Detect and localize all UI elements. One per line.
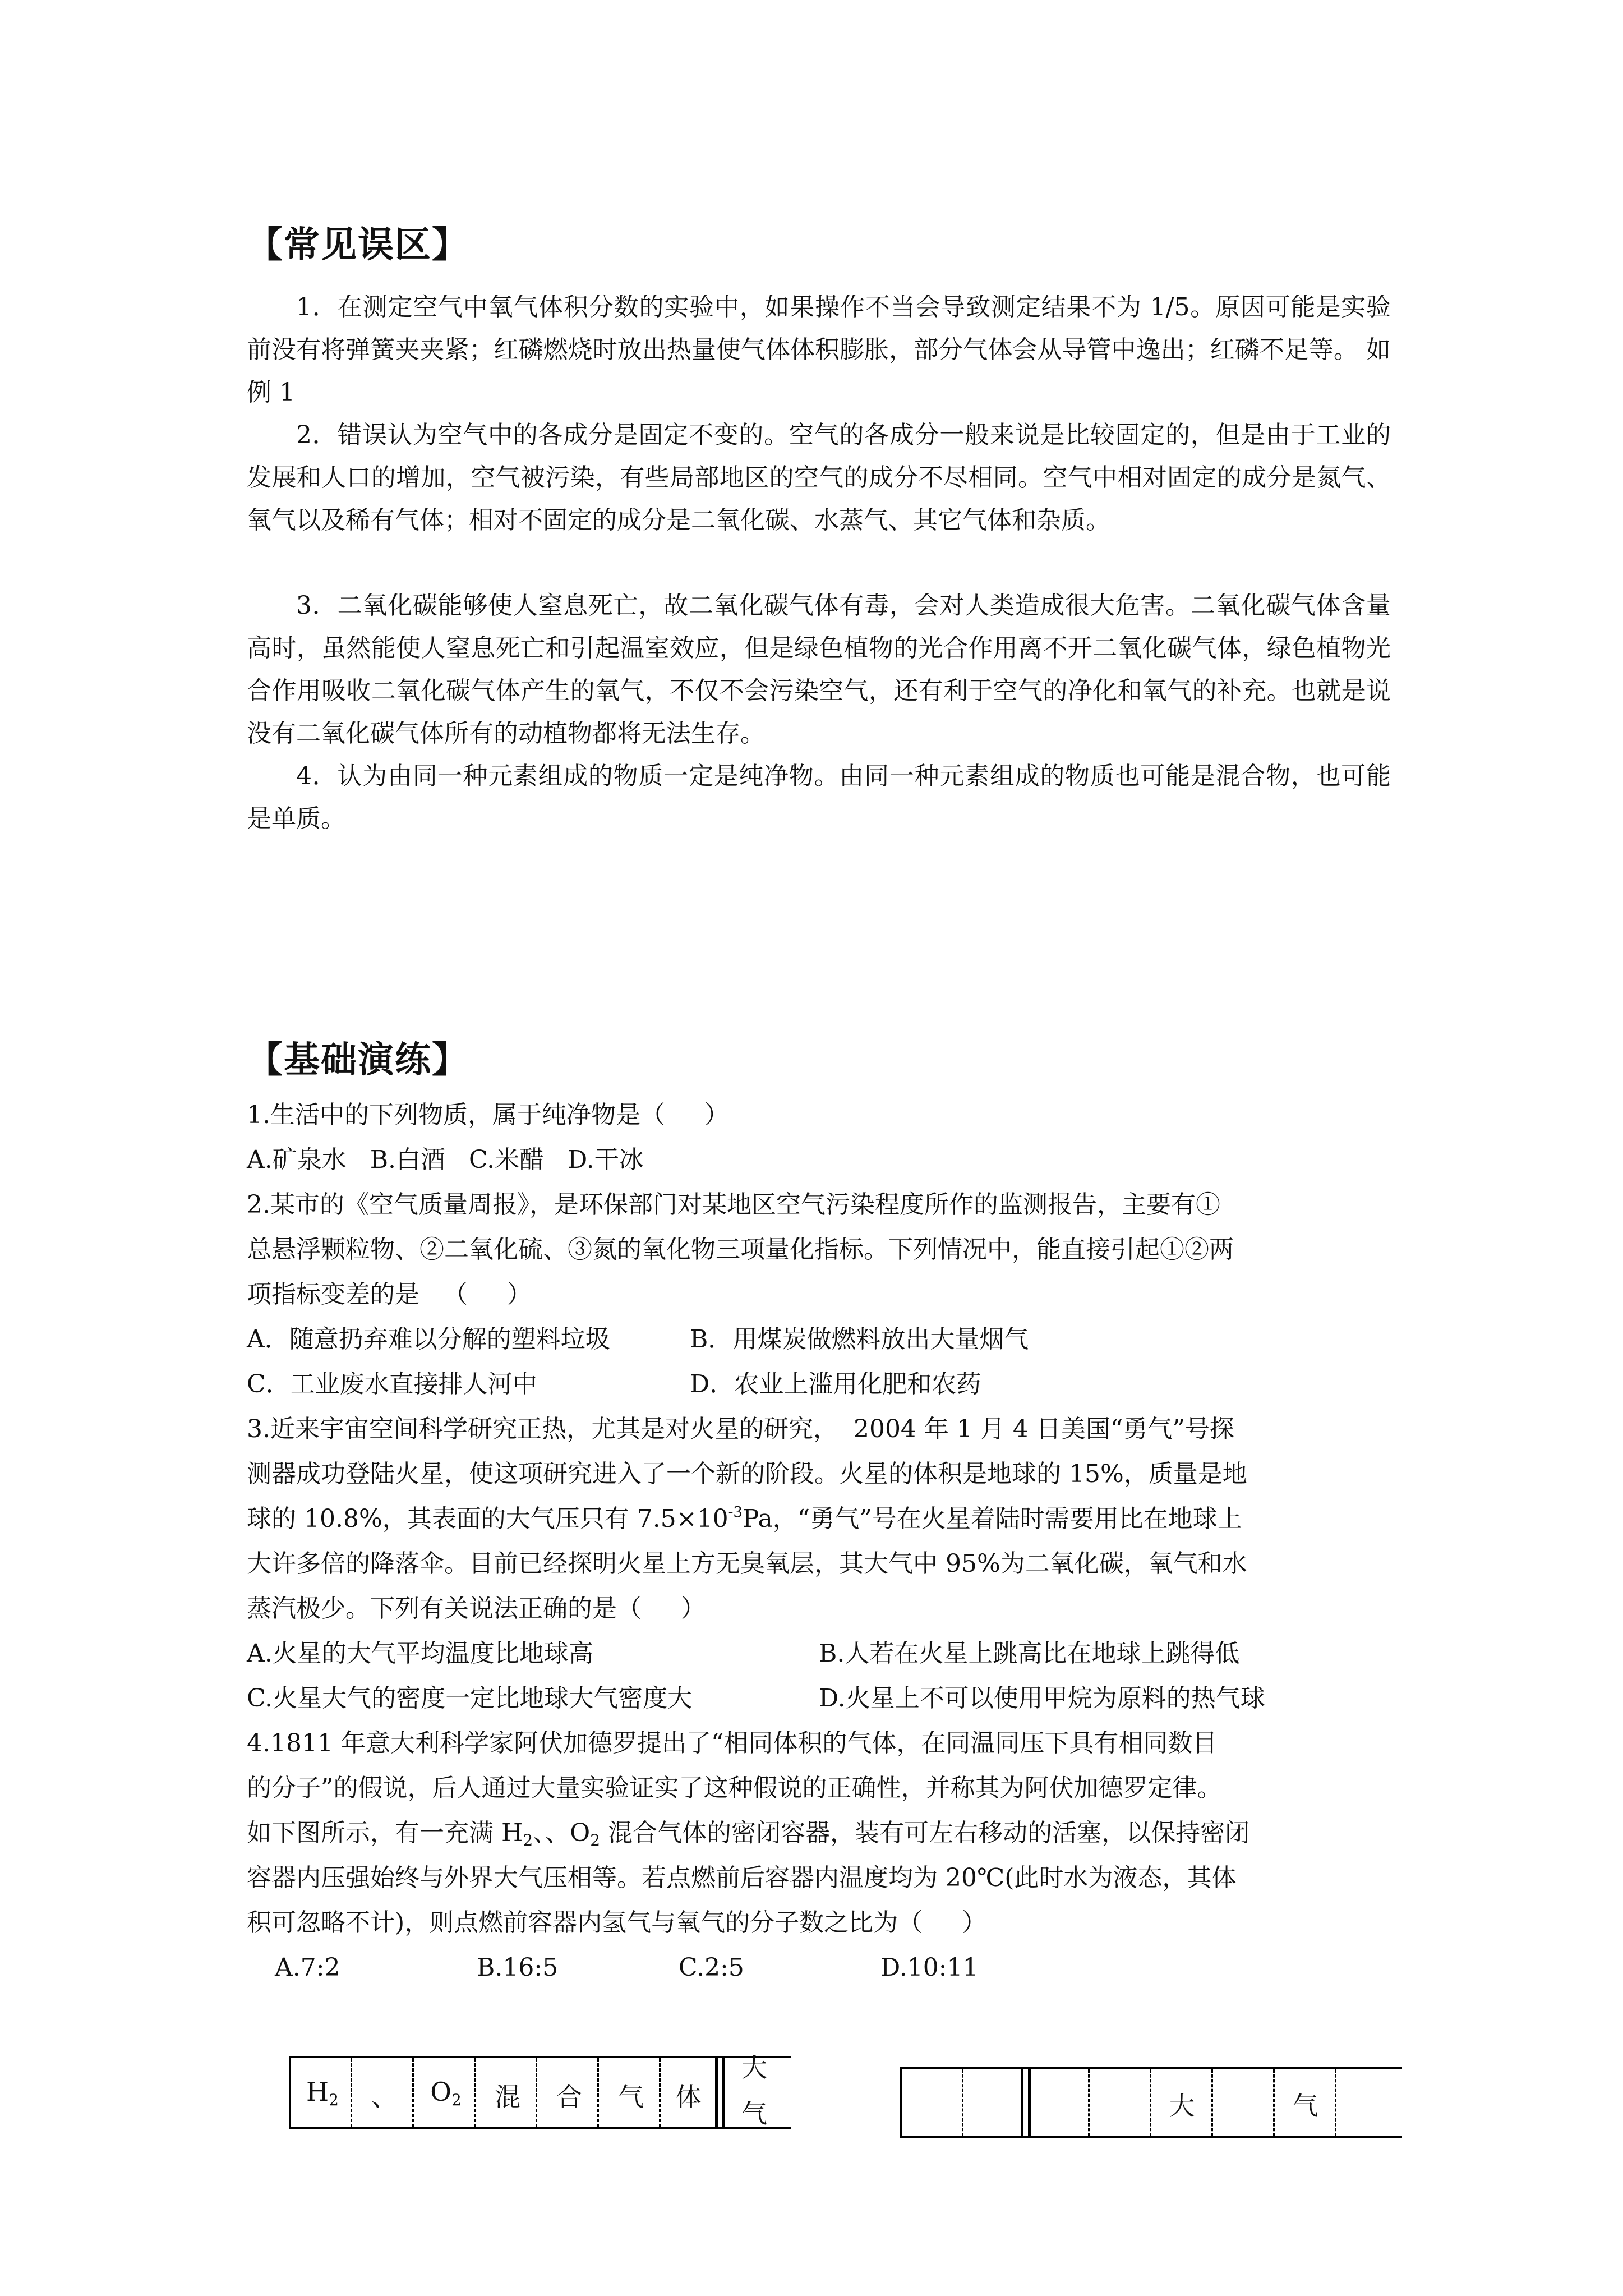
question-2-option-b: B．用煤炭做燃料放出大量烟气 bbox=[690, 1325, 1029, 1354]
container-left-wall bbox=[900, 2067, 902, 2138]
divider-dash bbox=[597, 2058, 599, 2127]
cell-char: 混 bbox=[495, 2082, 520, 2112]
divider-dash bbox=[351, 2058, 352, 2127]
question-2-stem-line: 总悬浮颗粒物、②二氧化硫、③氮的氧化物三项量化指标。下列情况中，能直接引起①②两 bbox=[247, 1235, 1234, 1264]
question-4-option-d: D.10:11 bbox=[880, 1953, 979, 1982]
question-4-stem-line: 容器内压强始终与外界大气压相等。若点燃前后容器内温度均为 20℃(此时水为液态，其体 bbox=[247, 1864, 1237, 1892]
atmosphere-label: 大 bbox=[1169, 2091, 1195, 2121]
divider-dash bbox=[536, 2058, 537, 2127]
divider-dash bbox=[1088, 2069, 1090, 2136]
cell-char: 气 bbox=[618, 2082, 644, 2112]
q4-line3-b: 、、O bbox=[533, 1819, 591, 1847]
piston-line bbox=[1028, 2067, 1031, 2138]
q3-line3-pre: 球的 10.8%，其表面的大气压只有 7.5×10 bbox=[247, 1504, 728, 1533]
misconception-item-3: 3．二氧化碳能够使人窒息死亡，故二氧化碳气体有毒，会对人类造成很大危害。二氧化碳气体含量高时，虽然能使人窒息死亡和引起温室效应，但是绿色植物的光合作用离不开二氧化碳气体，绿色植物光合作用吸收二氧化碳气体产生的氧气，不仅不会污染空气，还有利于空气的净化和氧气的补充。也就是说没有二氧化碳气体所有的动植物都将无法生存。 bbox=[247, 591, 1391, 748]
question-3-stem-line bbox=[247, 1503, 1242, 1535]
container-diagram-after bbox=[900, 2062, 1405, 2146]
question-3-option-b: B.人若在火星上跳高比在地球上跳得低 bbox=[819, 1639, 1240, 1668]
divider-dash bbox=[412, 2058, 414, 2127]
misconceptions-heading: 【常见误区】 bbox=[247, 224, 469, 266]
question-1-stem: 1.生活中的下列物质，属于纯净物是（ ） bbox=[247, 1101, 729, 1129]
question-4-stem-line bbox=[247, 1818, 1249, 1849]
question-4-stem-line: 积可忽略不计)，则点燃前容器内氢气与氧气的分子数之比为（ ） bbox=[247, 1908, 987, 1937]
atmosphere-label: 气 bbox=[1292, 2091, 1318, 2121]
container-left-wall bbox=[289, 2056, 291, 2129]
q3-exponent: -3 bbox=[728, 1504, 743, 1521]
question-3-stem-line: 蒸汽极少。下列有关说法正确的是（ ） bbox=[247, 1594, 706, 1623]
atmosphere-label-top: 大 bbox=[741, 2053, 767, 2083]
q4-h2-subscript: 2 bbox=[523, 1831, 533, 1849]
container-bottom-wall bbox=[900, 2136, 1402, 2138]
divider-dash bbox=[1211, 2069, 1213, 2136]
question-2-stem-line: 2.某市的《空气质量周报》，是环保部门对某地区空气污染程度所作的监测报告，主要有① bbox=[247, 1190, 1220, 1219]
question-2-option-d: D．农业上滥用化肥和农药 bbox=[690, 1370, 981, 1398]
q4-line3-c: 混合气体的密闭容器，装有可左右移动的活塞，以保持密闭 bbox=[600, 1819, 1250, 1847]
cell-separator: 、 bbox=[371, 2082, 397, 2112]
question-3-stem-line: 3.近来宇宙空间科学研究正热，尤其是对火星的研究， 2004 年 1 月 4 日美国“勇气”号探 bbox=[247, 1415, 1234, 1443]
question-3-option-a: A.火星的大气平均温度比地球高 bbox=[247, 1639, 593, 1668]
question-2-option-a: A．随意扔弃难以分解的塑料垃圾 bbox=[247, 1325, 610, 1354]
question-4-stem-line: 的分子”的假说，后人通过大量实验证实了这种假说的正确性，并称其为阿伏加德罗定律。 bbox=[247, 1774, 1222, 1802]
divider-dash bbox=[474, 2058, 476, 2127]
question-2-stem-line: 项指标变差的是 （ ） bbox=[247, 1280, 532, 1309]
question-3-option-d: D.火星上不可以使用甲烷为原料的热气球 bbox=[819, 1684, 1265, 1713]
question-4-option-c: C.2:5 bbox=[679, 1953, 744, 1982]
q4-line3-a: 如下图所示，有一充满 H bbox=[247, 1819, 523, 1847]
question-4-option-b: B.16:5 bbox=[477, 1953, 559, 1982]
container-diagram-before bbox=[289, 2047, 794, 2137]
question-4-option-a: A.7:2 bbox=[275, 1953, 340, 1982]
q4-o2-subscript: 2 bbox=[590, 1831, 601, 1849]
divider-dash bbox=[1150, 2069, 1151, 2136]
question-1-options: A.矿泉水 B.白酒 C.米醋 D.干冰 bbox=[247, 1145, 644, 1174]
question-3-stem-line: 测器成功登陆火星，使这项研究进入了一个新的阶段。火星的体积是地球的 15%，质量是地 bbox=[247, 1460, 1247, 1488]
question-2-option-c: C．工业废水直接排人河中 bbox=[247, 1370, 537, 1398]
piston-line bbox=[715, 2056, 718, 2129]
misconception-item-1: 1．在测定空气中氧气体积分数的实验中，如果操作不当会导致测定结果不为 1/5。原因可能是实验前没有将弹簧夹夹紧；红磷燃烧时放出热量使气体体积膨胀，部分气体会从导管中逸出；红磷不足等。 如例 1 bbox=[247, 293, 1391, 407]
misconception-item-2: 2．错误认为空气中的各成分是固定不变的。空气的各成分一般来说是比较固定的，但是由于工业的发展和人口的增加，空气被污染，有些局部地区的空气的成分不尽相同。空气中相对固定的成分是氮气、氧气以及稀有气体；相对不固定的成分是二氧化碳、水蒸气、其它气体和杂质。 bbox=[247, 421, 1391, 535]
cell-char: 体 bbox=[675, 2082, 702, 2112]
piston-line bbox=[1021, 2067, 1023, 2138]
q3-line3-post: Pa，“勇气”号在火星着陆时需要用比在地球上 bbox=[742, 1504, 1242, 1533]
practice-heading: 【基础演练】 bbox=[247, 1039, 469, 1081]
divider-dash bbox=[1273, 2069, 1275, 2136]
divider-dash bbox=[659, 2058, 661, 2127]
question-3-stem-line: 大许多倍的降落伞。目前已经探明火星上方无臭氧层，其大气中 95%为二氧化碳，氧气和水 bbox=[247, 1549, 1247, 1578]
cell-o2: $O_2$ bbox=[430, 2077, 462, 2109]
cell-char: 合 bbox=[556, 2082, 582, 2112]
divider-dash bbox=[1335, 2069, 1336, 2136]
divider-dash bbox=[962, 2069, 963, 2136]
piston-line bbox=[722, 2056, 725, 2129]
atmosphere-label-bottom: 气 bbox=[741, 2099, 767, 2129]
misconception-item-4: 4．认为由同一种元素组成的物质一定是纯净物。由同一种元素组成的物质也可能是混合物，也可能是单质。 bbox=[247, 762, 1391, 833]
question-4-stem-line: 4.1811 年意大利科学家阿伏加德罗提出了“相同体积的气体，在同温同压下具有相同数目 bbox=[247, 1729, 1218, 1757]
cell-h2: $H_2$ bbox=[306, 2077, 339, 2109]
question-3-option-c: C.火星大气的密度一定比地球大气密度大 bbox=[247, 1684, 693, 1713]
